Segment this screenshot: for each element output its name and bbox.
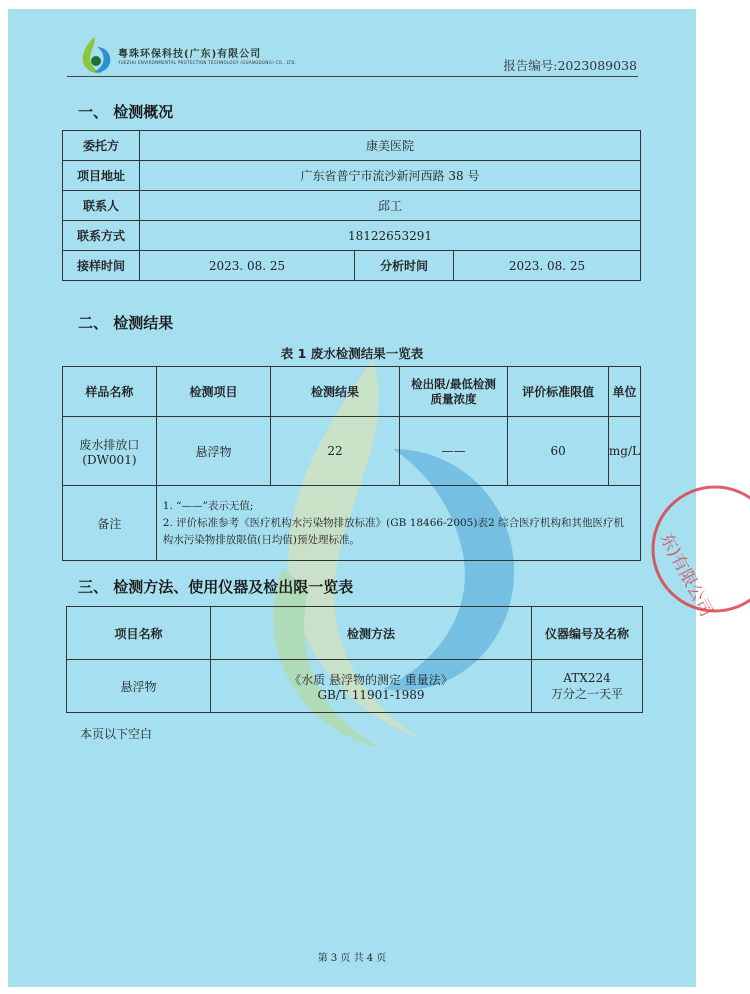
result-cell: 22 xyxy=(271,417,399,486)
official-seal-stamp xyxy=(630,479,750,619)
page-footer: 第 3 页 共 4 页 xyxy=(317,953,387,964)
analysis-time-value: 2023. 08. 25 xyxy=(454,251,641,281)
instrument-line1: ATX224 xyxy=(563,670,611,685)
section3-title: 三、 检测方法、使用仪器及检出限一览表 xyxy=(78,578,354,596)
contact-value: 邱工 xyxy=(140,191,641,221)
sample-name-line1: 废水排放口 xyxy=(79,437,140,452)
note-line2: 2. 评价标准参考《医疗机构水污染物排放标准》(GB 18466-2005)表2 综合医疗机构和其他医疗机构水污染物排放限值(日均值)预处理标准。 xyxy=(162,516,624,546)
method-line1: 《水质 悬浮物的测定 重量法》 xyxy=(289,672,453,687)
contact-label: 联系人 xyxy=(63,191,140,221)
phone-value: 18122653291 xyxy=(140,221,641,251)
header-test-item: 检测项目 xyxy=(156,367,270,417)
table1-caption: 表 1 废水检测结果一览表 xyxy=(280,346,424,361)
unit-cell: mg/L xyxy=(608,417,640,486)
header-detection-limit: 检出限/最低检测质量浓度 xyxy=(399,367,508,417)
method-table xyxy=(66,606,643,713)
results-table xyxy=(62,366,641,561)
report-number: 报告编号:2023089038 xyxy=(503,58,637,73)
address-label: 项目地址 xyxy=(63,161,140,191)
client-label: 委托方 xyxy=(63,131,140,161)
header-unit: 单位 xyxy=(608,367,640,417)
header-divider xyxy=(67,76,638,77)
company-name-en: YUEZHU ENVIRONMENTAL PROTECTION TECHNOLOGY (GUANGDONG) CO., LTD. xyxy=(118,60,297,65)
company-name-cn: 粤珠环保科技(广东)有限公司 xyxy=(118,49,262,60)
note-content xyxy=(156,486,640,561)
sample-time-label: 接样时间 xyxy=(63,251,140,281)
method-item-cell: 悬浮物 xyxy=(67,660,211,713)
table-row xyxy=(67,660,643,713)
section2-title: 二、 检测结果 xyxy=(78,314,174,332)
sample-time-value: 2023. 08. 25 xyxy=(140,251,355,281)
sample-name-line2: (DW001) xyxy=(82,452,137,467)
report-page xyxy=(8,9,717,987)
note-line1: 1. “——”表示无值; xyxy=(162,499,254,512)
header-result: 检测结果 xyxy=(271,367,399,417)
instrument-line2: 万分之一天平 xyxy=(550,686,623,701)
header-sample-name: 样品名称 xyxy=(63,367,157,417)
method-line2: GB/T 11901-1989 xyxy=(317,687,425,702)
test-item-cell: 悬浮物 xyxy=(156,417,270,486)
note-label: 备注 xyxy=(63,486,157,561)
svg-text:东)有限公司: 东)有限公司 xyxy=(655,529,717,621)
header-method: 检测方法 xyxy=(211,607,532,660)
phone-label: 联系方式 xyxy=(63,221,140,251)
header-standard-limit: 评价标准限值 xyxy=(508,367,609,417)
standard-limit-cell: 60 xyxy=(508,417,609,486)
header-item-name: 项目名称 xyxy=(67,607,211,660)
sample-name-cell xyxy=(63,417,157,486)
company-logo-icon xyxy=(76,35,114,75)
instrument-cell xyxy=(532,660,643,713)
detection-limit-cell: —— xyxy=(399,417,508,486)
overview-table xyxy=(62,130,641,281)
header-instrument: 仪器编号及名称 xyxy=(532,607,643,660)
section1-title: 一、 检测概况 xyxy=(78,103,174,121)
method-cell xyxy=(211,660,532,713)
blank-below-note: 本页以下空白 xyxy=(80,727,153,741)
client-value: 康美医院 xyxy=(140,131,641,161)
address-value: 广东省普宁市流沙新河西路 38 号 xyxy=(140,161,641,191)
table-row xyxy=(63,417,641,486)
analysis-time-label: 分析时间 xyxy=(355,251,454,281)
